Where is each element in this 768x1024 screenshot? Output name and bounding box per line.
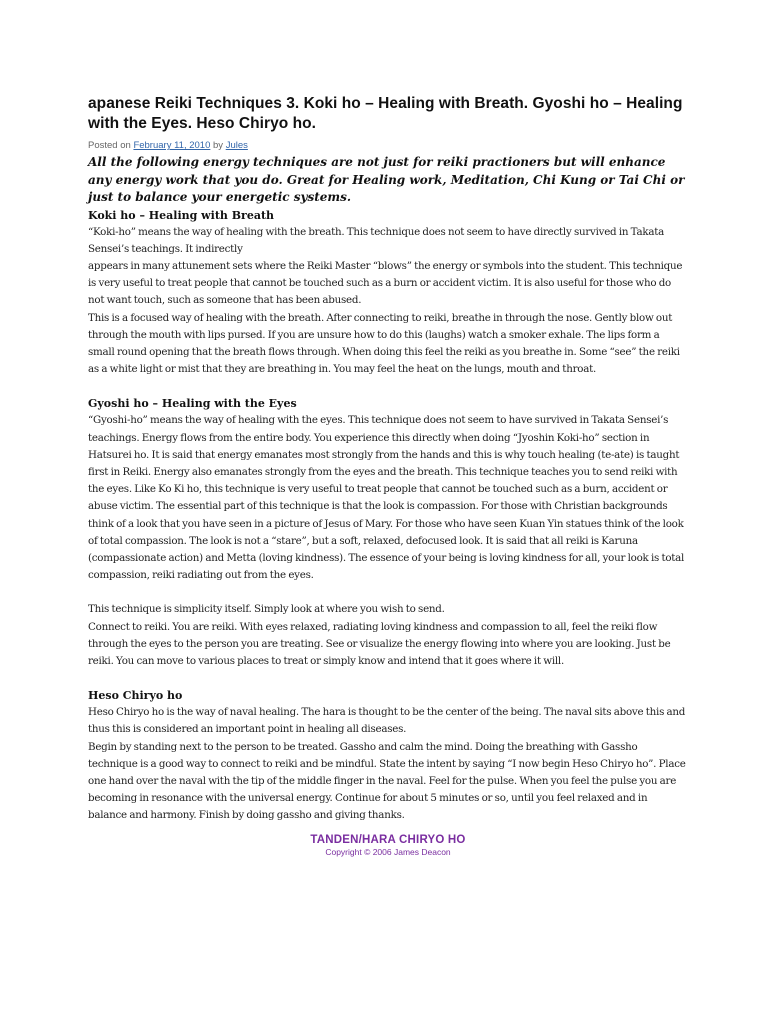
heso-paragraph-1: Heso Chiryo ho is the way of naval healing. The hara is thought to be the center of the being. The naval sits above this and thus this is considered an important point in healing all diseases. [88, 706, 686, 736]
gyoshi-heading: Gyoshi ho – Healing with the Eyes [88, 397, 297, 411]
footer-copyright: Copyright © 2006 James Deacon [325, 846, 451, 857]
post-title: apanese Reiki Techniques 3. Koki ho – Healing with Breath. Gyoshi ho – Healing with the Eyes. Heso Chiryo ho. [88, 95, 683, 132]
spacer [88, 584, 688, 601]
post-date-link[interactable]: February 11, 2010 [133, 140, 211, 151]
koki-paragraph-3: This is a focused way of healing with the breath. After connecting to reiki, breathe in through the nose. Gently blow out through the mouth with lips pursed. If you are unsure how to do this (laughs) watch a smoker exhale. The lips form a small round opening that the breath flows through. When doing this feel the reiki as you breathe in. Some “see” the reiki as a white light or mist that they are breathing in. You may feel the heat on the lungs, mouth and throat. [88, 311, 680, 376]
gyoshi-paragraph-3: Connect to reiki. You are reiki. With eyes relaxed, radiating loving kindness and compassion to all, feel the reiki flow through the eyes to the person you are treating. See or visualize the energy flowing into where you are looking. Just be reiki. You can move to various places to treat or simply know and intend that it goes where it will. [88, 620, 671, 667]
koki-paragraph-2: appears in many attunement sets where the Reiki Master “blows” the energy or symbols into the student. This technique is very useful to treat people that cannot be touched such as a burn or accident victim. It is also useful for those who do not want touch, such as someone that has been abused. [88, 259, 683, 307]
spacer [88, 378, 688, 395]
by-label: by [213, 140, 224, 151]
post-meta [88, 140, 688, 152]
posted-on-label: Posted on [88, 140, 131, 151]
gyoshi-paragraph-1: “Gyoshi-ho” means the way of healing with the eyes. This technique does not seem to have survived in Takata Sensei’s teachings. Energy flows from the entire body. You experience this directly when doing “Jyoshin Koki-ho” section in Hatsurei ho. It is said that energy emanates most strongly from the hands and this is why touch healing (te-ate) is taught first in Reiki. Energy also emanates strongly from the eyes and the breath. This technique teaches you to send reiki with the eyes. Like Ko Ki ho, this technique is very useful to treat people that cannot be touched such as a burn, accident or abuse victim. The essential part of this technique is that the look is compassion. For those with Christian backgrounds think of a look that you have seen in a picture of Jesus of Mary. For those who have seen Kuan Yin statues think of the look of total compassion. The look is not a “stare”, but a soft, relaxed, defocused look. It is said that all reiki is Karuna (compassionate action) and Metta (loving kindness). The essence of your being is loving kindness for all, your look is total compassion, reiki radiating out from the eyes. [88, 414, 685, 582]
author-link[interactable]: Jules [225, 140, 248, 151]
footer-title: TANDEN/HARA CHIRYO HO [310, 833, 466, 846]
article [88, 94, 688, 858]
heso-heading: Heso Chiryo ho [88, 689, 183, 703]
koki-paragraph-1: “Koki-ho” means the way of healing with the breath. This technique does not seem to have directly survived in Takata Sensei’s teachings. It indirectly [88, 225, 665, 255]
gyoshi-paragraph-2: This technique is simplicity itself. Simply look at where you wish to send. [88, 603, 445, 616]
intro-text: All the following energy techniques are not just for reiki practioners but will enhance any energy work that you do. Great for Healing work, Meditation, Chi Kung or Tai Chi or just to balance your energetic systems. [88, 155, 685, 204]
koki-heading: Koki ho – Healing with Breath [88, 208, 275, 222]
spacer [88, 670, 688, 687]
heso-paragraph-2: Begin by standing next to the person to be treated. Gassho and calm the mind. Doing the breathing with Gassho technique is a good way to connect to reiki and be mindful. State the intent by saying “I now begin Heso Chiryo ho”. Place one hand over the naval with the tip of the middle finger in the naval. Feel for the pulse. When you feel the pulse you are becoming in resonance with the universal energy. Continue for about 5 minutes or so, until you feel relaxed and in balance and harmony. Finish by doing gassho and giving thanks. [88, 740, 686, 822]
